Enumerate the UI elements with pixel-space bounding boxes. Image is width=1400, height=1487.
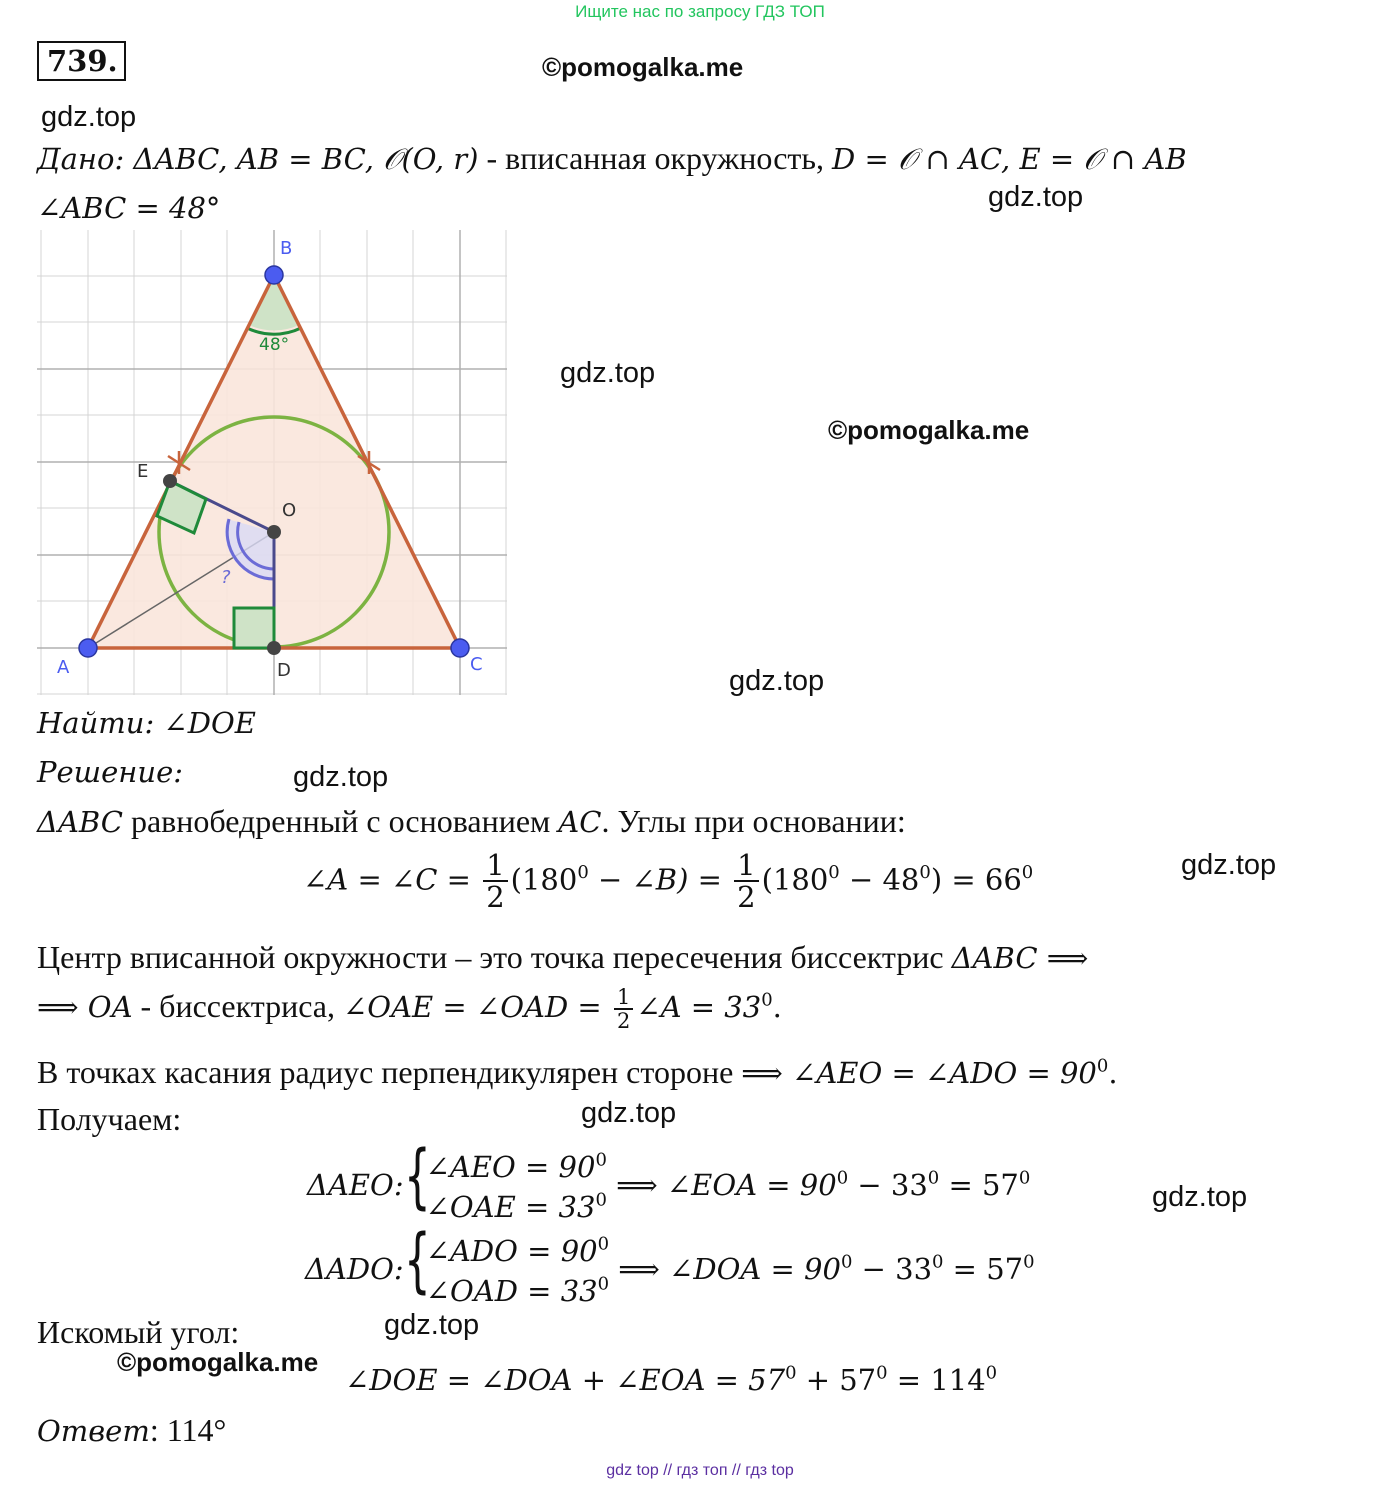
solution-step-5: Получаем: — [37, 1101, 182, 1137]
watermark-gdz: gdz.top — [384, 1309, 480, 1341]
label-A: A — [57, 657, 70, 678]
label-O: O — [282, 500, 297, 521]
geometry-figure — [37, 230, 507, 695]
watermark-gdz: gdz.top — [41, 101, 137, 133]
watermark-gdz: gdz.top — [560, 357, 656, 389]
solution-step-6: Искомый угол: — [37, 1314, 240, 1350]
fraction: $\frac{1}{2}$ — [734, 850, 758, 913]
top-banner: Ищите нас по запросу ГДЗ ТОП — [575, 2, 825, 21]
label-C: C — [470, 654, 483, 675]
find-line: Найти: ∠DOE — [37, 706, 256, 740]
watermark-pomogalka: ©pomogalka.me — [117, 1347, 319, 1377]
solution-label: Решение: — [37, 755, 184, 789]
watermark-gdz: gdz.top — [729, 665, 825, 697]
given-label: Дано — [37, 142, 115, 176]
final-equation: ∠DOE = ∠DOA + ∠EOA = $57^0 + 57^0 = 114^0$ — [345, 1362, 998, 1397]
solution-step-4: В точках касания радиус перпендикулярен стороне ⟹ ∠AEO = ∠ADO = $90^0$. — [37, 1054, 1118, 1090]
solution-step-2: Центр вписанной окружности – это точка пересечения биссектрис ΔABC ⟹ — [37, 939, 1089, 975]
right-angle-D — [234, 608, 274, 648]
label-B: B — [280, 238, 293, 259]
watermark-gdz: gdz.top — [581, 1097, 677, 1129]
footer-links[interactable]: gdz top // гдз топ // гдз top — [606, 1462, 794, 1479]
equation-base-angles: ∠A = ∠C = $\frac{1}{2}$ ($180^0$ − ∠B) = $\frac{1}{2}$ $(180^0 - 48^0) = 66^0$ — [303, 848, 1034, 915]
label-E: E — [137, 461, 149, 482]
watermark-pomogalka: ©pomogalka.me — [542, 52, 744, 82]
answer-label: Ответ — [37, 1414, 150, 1448]
answer-line: Ответ: 114° — [37, 1412, 227, 1448]
watermark-gdz: gdz.top — [988, 181, 1084, 213]
given-line-1: Дано: ΔABC, AB = BC, 𝒪(O, r) - вписанная окружность, D = 𝒪 ∩ AC, E = 𝒪 ∩ AB — [37, 140, 1187, 176]
unknown-angle-label: ? — [221, 567, 231, 588]
point-D — [267, 641, 281, 655]
angle-label-48: 48° — [259, 335, 290, 355]
fraction: $\frac{1}{2}$ — [614, 986, 633, 1032]
label-D: D — [277, 660, 291, 681]
fraction: $\frac{1}{2}$ — [483, 850, 507, 913]
system-AEO: ΔAEO: { ∠AEO = $90^0$ ∠OAE = $33^0$ ⟹ ∠EOA = $90^0 - 33^0 = 57^0$ — [307, 1135, 1031, 1225]
solution-step-1: ΔABC равнобедренный с основанием AC. Углы при основании: — [37, 803, 906, 839]
point-C — [451, 639, 469, 657]
given-angle: ∠ABC = 48° — [37, 191, 221, 225]
solution-step-3: ⟹ OA - биссектриса, ∠OAE = ∠OAD = $\frac{1}{2}$ ∠A = $33^0$. — [37, 985, 782, 1034]
find-label: Найти — [37, 706, 145, 740]
problem-number: 739. — [37, 41, 126, 81]
point-A — [79, 639, 97, 657]
point-E — [163, 474, 177, 488]
watermark-gdz: gdz.top — [1152, 1181, 1248, 1213]
watermark-pomogalka: ©pomogalka.me — [828, 415, 1030, 445]
watermark-gdz: gdz.top — [293, 761, 389, 793]
watermark-gdz: gdz.top — [1181, 849, 1277, 881]
point-O — [267, 525, 281, 539]
point-B — [265, 266, 283, 284]
system-ADO: ΔADO: { ∠ADO = $90^0$ ∠OAD = $33^0$ ⟹ ∠DOA = $90^0 - 33^0 = 57^0$ — [305, 1219, 1035, 1309]
